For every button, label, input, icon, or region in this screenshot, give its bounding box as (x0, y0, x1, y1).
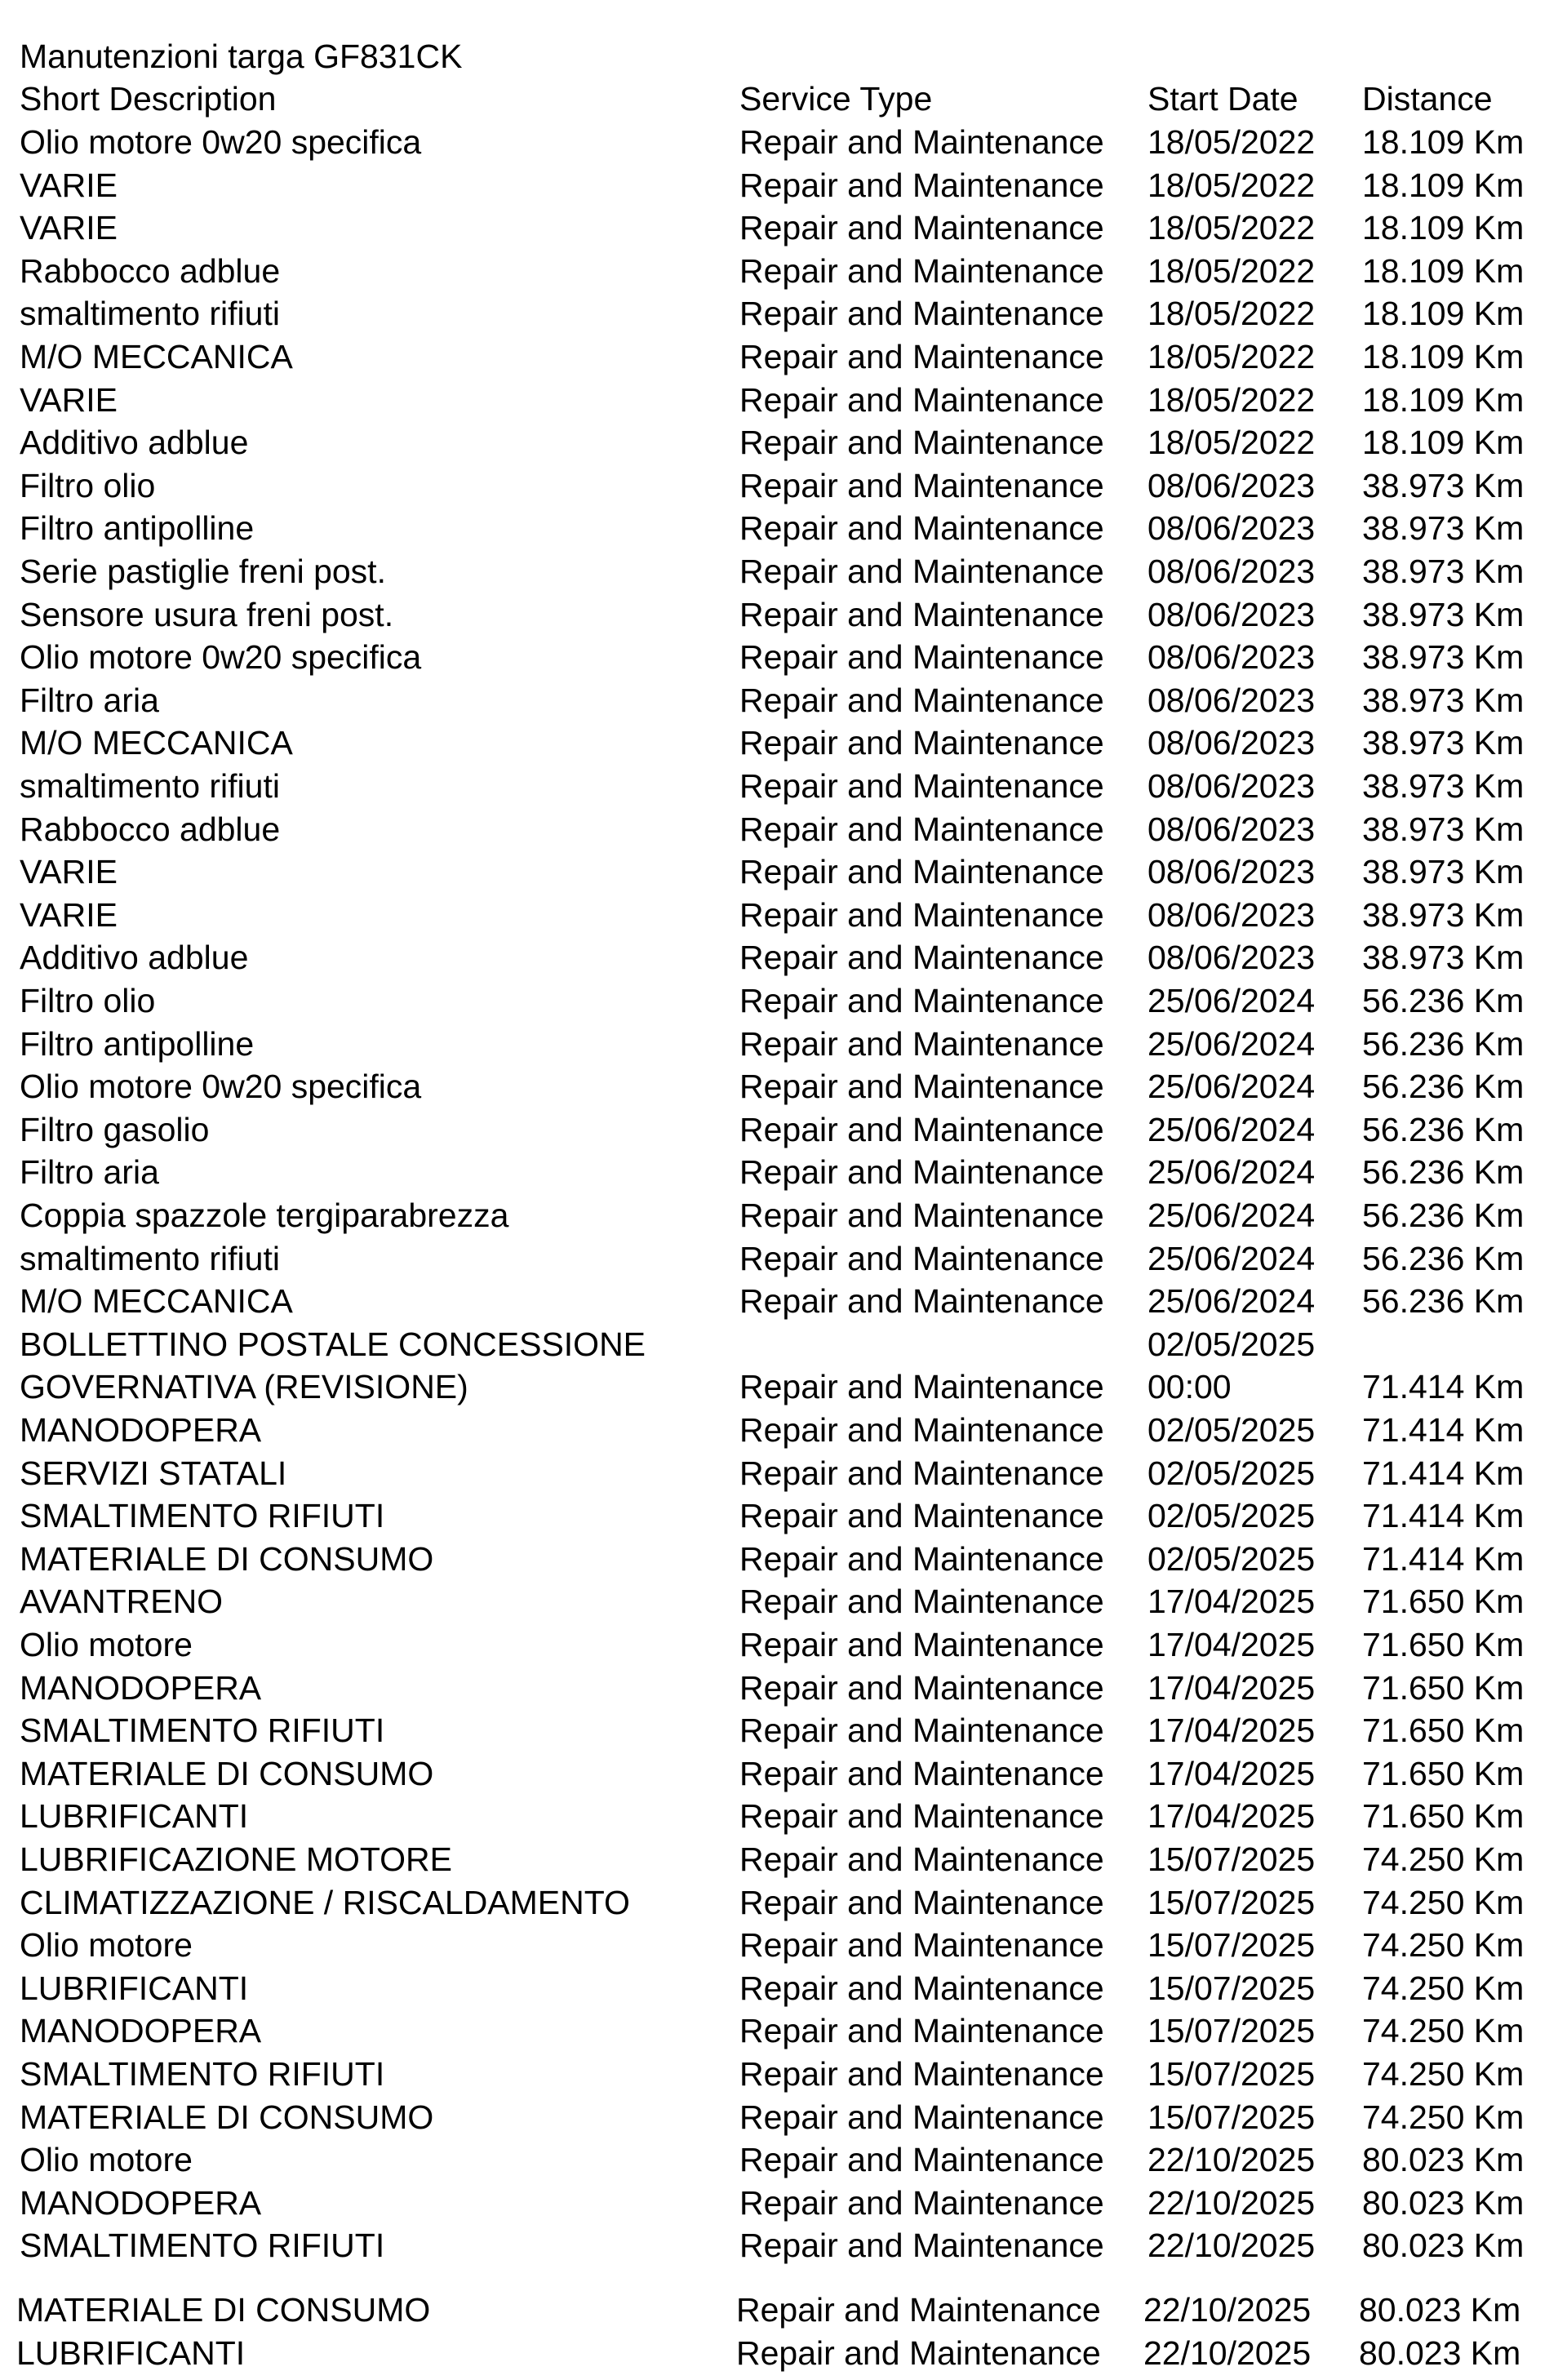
table-row (0, 1667, 1567, 1709)
row-start-date: 08/06/2023 (1148, 724, 1316, 762)
row-service-type: Repair and Maintenance (739, 810, 1104, 848)
row-distance: 38.973 Km (1362, 853, 1525, 890)
row-short-description: Rabbocco adblue (20, 810, 281, 848)
header-start-date: Start Date (1148, 80, 1298, 118)
row-distance: 18.109 Km (1362, 167, 1525, 204)
row-short-description: GOVERNATIVA (REVISIONE) (20, 1368, 468, 1405)
row-distance: 38.973 Km (1362, 638, 1525, 676)
row-start-date: 17/04/2025 (1148, 1669, 1316, 1707)
row-distance: 38.973 Km (1362, 810, 1525, 848)
row-distance: 71.650 Km (1362, 1797, 1525, 1835)
row-service-type: Repair and Maintenance (739, 1797, 1104, 1835)
row-start-date: 08/06/2023 (1148, 853, 1316, 890)
row-start-date: 02/05/2025 (1148, 1325, 1316, 1363)
row-distance: 56.236 Km (1362, 1240, 1525, 1277)
row-distance: 38.973 Km (1362, 509, 1525, 547)
table-row (0, 164, 1567, 206)
header-distance: Distance (1362, 80, 1493, 118)
row-start-date: 25/06/2024 (1148, 1111, 1316, 1148)
row-short-description: M/O MECCANICA (20, 1282, 293, 1320)
row-start-date: 15/07/2025 (1148, 1926, 1316, 1964)
row-distance: 74.250 Km (1362, 1841, 1525, 1878)
row-service-type: Repair and Maintenance (739, 1712, 1104, 1749)
row-short-description: VARIE (20, 853, 118, 890)
row-start-date: 08/06/2023 (1148, 767, 1316, 805)
table-row (0, 722, 1567, 764)
row-service-type: Repair and Maintenance (739, 638, 1104, 676)
row-start-date: 15/07/2025 (1148, 1884, 1316, 1921)
table-row (0, 121, 1567, 163)
row-start-date: 17/04/2025 (1148, 1755, 1316, 1792)
row-distance: 18.109 Km (1362, 252, 1525, 290)
row-start-date: 17/04/2025 (1148, 1797, 1316, 1835)
row-distance: 18.109 Km (1362, 338, 1525, 375)
row-distance: 74.250 Km (1362, 2012, 1525, 2049)
row-distance: 71.414 Km (1362, 1540, 1525, 1578)
table-row (0, 1494, 1567, 1537)
row-distance: 38.973 Km (1362, 596, 1525, 633)
row-short-description: VARIE (20, 209, 118, 246)
row-short-description: VARIE (20, 167, 118, 204)
row-short-description: MANODOPERA (20, 2184, 262, 2222)
row-service-type: Repair and Maintenance (739, 1454, 1104, 1492)
header-service-type: Service Type (739, 80, 933, 118)
row-service-type: Repair and Maintenance (739, 1497, 1104, 1534)
row-service-type: Repair and Maintenance (739, 167, 1104, 204)
row-distance: 71.414 Km (1362, 1368, 1525, 1405)
row-service-type: Repair and Maintenance (739, 123, 1104, 161)
row-distance: 56.236 Km (1362, 1153, 1525, 1191)
row-short-description: M/O MECCANICA (20, 724, 293, 762)
table-row (0, 1237, 1567, 1280)
row-service-type: Repair and Maintenance (739, 1368, 1104, 1405)
row-short-description: MATERIALE DI CONSUMO (20, 1755, 434, 1792)
row-distance: 71.414 Km (1362, 1411, 1525, 1449)
row-short-description: MATERIALE DI CONSUMO (20, 2098, 434, 2136)
row-start-date: 15/07/2025 (1148, 2055, 1316, 2093)
row-start-date: 25/06/2024 (1148, 982, 1316, 1019)
row-start-date: 08/06/2023 (1148, 553, 1316, 590)
row-short-description: smaltimento rifiuti (20, 1240, 280, 1277)
row-start-date: 25/06/2024 (1148, 1025, 1316, 1063)
row-distance: 74.250 Km (1362, 2098, 1525, 2136)
row-distance: 74.250 Km (1362, 2055, 1525, 2093)
row-start-date: 00:00 (1148, 1368, 1232, 1405)
table-row (0, 1795, 1567, 1837)
row-start-date: 18/05/2022 (1148, 209, 1316, 246)
row-short-description: Filtro aria (20, 682, 159, 719)
table-row (0, 1194, 1567, 1237)
row-distance: 71.650 Km (1362, 1583, 1525, 1620)
row-start-date: 08/06/2023 (1148, 810, 1316, 848)
row-start-date: 18/05/2022 (1148, 295, 1316, 332)
row-start-date: 18/05/2022 (1148, 338, 1316, 375)
row-short-description: MATERIALE DI CONSUMO (16, 2291, 431, 2329)
table-row (0, 1752, 1567, 1795)
row-distance: 18.109 Km (1362, 381, 1525, 419)
row-start-date: 25/06/2024 (1148, 1068, 1316, 1105)
table-row (0, 894, 1567, 936)
row-distance: 74.250 Km (1362, 1969, 1525, 2007)
row-distance: 38.973 Km (1362, 553, 1525, 590)
row-service-type: Repair and Maintenance (739, 509, 1104, 547)
row-service-type: Repair and Maintenance (739, 682, 1104, 719)
row-short-description: AVANTRENO (20, 1583, 224, 1620)
row-distance: 56.236 Km (1362, 982, 1525, 1019)
table-header (0, 78, 1567, 120)
table-row (0, 1924, 1567, 1966)
row-distance: 56.236 Km (1362, 1197, 1525, 1234)
table-row (0, 850, 1567, 893)
row-distance: 38.973 Km (1362, 467, 1525, 504)
row-service-type: Repair and Maintenance (739, 338, 1104, 375)
table-row (0, 206, 1567, 249)
row-short-description: smaltimento rifiuti (20, 295, 280, 332)
table-row (0, 2053, 1567, 2095)
row-service-type: Repair and Maintenance (739, 853, 1104, 890)
table-row (0, 2332, 1567, 2374)
row-start-date: 17/04/2025 (1148, 1626, 1316, 1663)
table-row (0, 1623, 1567, 1666)
table-row (0, 379, 1567, 421)
row-short-description: Olio motore (20, 1926, 193, 1964)
row-start-date: 18/05/2022 (1148, 252, 1316, 290)
table-row (0, 1023, 1567, 1065)
row-distance: 80.023 Km (1362, 2141, 1525, 2178)
row-short-description: Filtro antipolline (20, 509, 255, 547)
row-service-type: Repair and Maintenance (739, 295, 1104, 332)
row-service-type: Repair and Maintenance (739, 596, 1104, 633)
table-row (0, 1881, 1567, 1924)
table-row (0, 2009, 1567, 2052)
row-service-type: Repair and Maintenance (739, 424, 1104, 461)
row-short-description: BOLLETTINO POSTALE CONCESSIONE (20, 1325, 646, 1363)
row-short-description: SERVIZI STATALI (20, 1454, 287, 1492)
table-row (0, 421, 1567, 464)
table-row (0, 593, 1567, 636)
table-row (0, 1280, 1567, 1322)
row-distance: 38.973 Km (1362, 682, 1525, 719)
row-start-date: 15/07/2025 (1148, 2012, 1316, 2049)
row-start-date: 18/05/2022 (1148, 167, 1316, 204)
row-start-date: 25/06/2024 (1148, 1197, 1316, 1234)
row-short-description: Olio motore 0w20 specifica (20, 1068, 422, 1105)
row-distance: 38.973 Km (1362, 939, 1525, 976)
row-start-date: 08/06/2023 (1148, 596, 1316, 633)
row-service-type: Repair and Maintenance (739, 2098, 1104, 2136)
row-short-description: MANODOPERA (20, 1669, 262, 1707)
row-service-type: Repair and Maintenance (739, 2012, 1104, 2049)
row-service-type: Repair and Maintenance (739, 1583, 1104, 1620)
row-service-type: Repair and Maintenance (739, 1841, 1104, 1878)
row-start-date: 25/06/2024 (1148, 1282, 1316, 1320)
row-start-date: 02/05/2025 (1148, 1454, 1316, 1492)
table-row (0, 1151, 1567, 1193)
row-service-type: Repair and Maintenance (739, 553, 1104, 590)
table-row (0, 2182, 1567, 2224)
row-service-type: Repair and Maintenance (739, 1068, 1104, 1105)
row-start-date: 08/06/2023 (1148, 638, 1316, 676)
row-short-description: Olio motore (20, 1626, 193, 1663)
row-service-type: Repair and Maintenance (739, 1540, 1104, 1578)
row-short-description: Serie pastiglie freni post. (20, 553, 386, 590)
row-start-date: 17/04/2025 (1148, 1583, 1316, 1620)
row-distance: 18.109 Km (1362, 123, 1525, 161)
row-service-type: Repair and Maintenance (739, 1197, 1104, 1234)
row-short-description: smaltimento rifiuti (20, 767, 280, 805)
row-service-type: Repair and Maintenance (739, 2055, 1104, 2093)
row-short-description: VARIE (20, 381, 118, 419)
row-service-type: Repair and Maintenance (739, 2184, 1104, 2222)
row-service-type: Repair and Maintenance (739, 1282, 1104, 1320)
row-distance: 18.109 Km (1362, 209, 1525, 246)
row-service-type: Repair and Maintenance (739, 1411, 1104, 1449)
row-short-description: Filtro antipolline (20, 1025, 255, 1063)
table-row (0, 1538, 1567, 1580)
row-distance: 74.250 Km (1362, 1926, 1525, 1964)
row-service-type: Repair and Maintenance (739, 209, 1104, 246)
row-service-type: Repair and Maintenance (739, 1884, 1104, 1921)
table-row (0, 1709, 1567, 1752)
row-service-type: Repair and Maintenance (739, 2141, 1104, 2178)
row-service-type: Repair and Maintenance (739, 896, 1104, 934)
row-service-type: Repair and Maintenance (739, 1025, 1104, 1063)
row-distance: 18.109 Km (1362, 295, 1525, 332)
row-service-type: Repair and Maintenance (739, 1926, 1104, 1964)
row-start-date: 08/06/2023 (1148, 939, 1316, 976)
row-short-description: Filtro aria (20, 1153, 159, 1191)
row-distance: 80.023 Km (1359, 2291, 1521, 2329)
row-short-description: MANODOPERA (20, 2012, 262, 2049)
header-short-description: Short Description (20, 80, 277, 118)
table-row (0, 1838, 1567, 1880)
table-row (0, 335, 1567, 378)
row-service-type: Repair and Maintenance (739, 1755, 1104, 1792)
table-row (0, 2138, 1567, 2181)
row-start-date: 22/10/2025 (1143, 2334, 1312, 2372)
row-short-description: SMALTIMENTO RIFIUTI (20, 2227, 385, 2264)
row-short-description: MANODOPERA (20, 1411, 262, 1449)
table-row (0, 808, 1567, 850)
row-distance: 71.414 Km (1362, 1454, 1525, 1492)
row-short-description: SMALTIMENTO RIFIUTI (20, 1497, 385, 1534)
row-short-description: Olio motore 0w20 specifica (20, 638, 422, 676)
document-title: Manutenzioni targa GF831CK (20, 38, 463, 75)
row-service-type: Repair and Maintenance (739, 939, 1104, 976)
row-service-type: Repair and Maintenance (739, 1669, 1104, 1707)
row-start-date: 18/05/2022 (1148, 381, 1316, 419)
table-row (0, 1452, 1567, 1494)
row-service-type: Repair and Maintenance (739, 1969, 1104, 2007)
row-short-description: CLIMATIZZAZIONE / RISCALDAMENTO (20, 1884, 630, 1921)
row-distance: 71.650 Km (1362, 1669, 1525, 1707)
row-short-description: SMALTIMENTO RIFIUTI (20, 1712, 385, 1749)
table-row (0, 550, 1567, 593)
row-start-date: 02/05/2025 (1148, 1497, 1316, 1534)
row-start-date: 22/10/2025 (1148, 2227, 1316, 2264)
row-service-type: Repair and Maintenance (739, 467, 1104, 504)
table-row (0, 2096, 1567, 2138)
row-short-description: LUBRIFICANTI (20, 1969, 249, 2007)
row-service-type: Repair and Maintenance (739, 1626, 1104, 1663)
row-start-date: 15/07/2025 (1148, 1969, 1316, 2007)
row-short-description: Filtro olio (20, 467, 156, 504)
row-distance: 56.236 Km (1362, 1068, 1525, 1105)
row-service-type: Repair and Maintenance (739, 1153, 1104, 1191)
row-service-type: Repair and Maintenance (736, 2334, 1101, 2372)
row-distance: 38.973 Km (1362, 767, 1525, 805)
row-short-description: Rabbocco adblue (20, 252, 281, 290)
row-start-date: 18/05/2022 (1148, 424, 1316, 461)
row-distance: 74.250 Km (1362, 1884, 1525, 1921)
row-start-date: 25/06/2024 (1148, 1153, 1316, 1191)
row-service-type: Repair and Maintenance (739, 767, 1104, 805)
row-distance: 38.973 Km (1362, 724, 1525, 762)
table-row (0, 1108, 1567, 1151)
row-short-description: Sensore usura freni post. (20, 596, 394, 633)
row-short-description: LUBRIFICANTI (16, 2334, 246, 2372)
table-row (0, 2224, 1567, 2267)
table-row (0, 1365, 1567, 1408)
row-short-description: Additivo adblue (20, 424, 249, 461)
table-row (0, 936, 1567, 979)
row-short-description: Filtro gasolio (20, 1111, 210, 1148)
table-row (0, 507, 1567, 549)
row-start-date: 22/10/2025 (1148, 2184, 1316, 2222)
row-service-type: Repair and Maintenance (739, 252, 1104, 290)
row-start-date: 15/07/2025 (1148, 1841, 1316, 1878)
row-distance: 18.109 Km (1362, 424, 1525, 461)
row-start-date: 25/06/2024 (1148, 1240, 1316, 1277)
table-row (0, 464, 1567, 507)
row-start-date: 17/04/2025 (1148, 1712, 1316, 1749)
row-distance: 56.236 Km (1362, 1111, 1525, 1148)
table-row (0, 250, 1567, 292)
row-start-date: 08/06/2023 (1148, 467, 1316, 504)
row-short-description: Coppia spazzole tergiparabrezza (20, 1197, 509, 1234)
table-row (0, 1323, 1567, 1365)
row-start-date: 22/10/2025 (1143, 2291, 1312, 2329)
row-short-description: Olio motore (20, 2141, 193, 2178)
row-short-description: SMALTIMENTO RIFIUTI (20, 2055, 385, 2093)
row-short-description: MATERIALE DI CONSUMO (20, 1540, 434, 1578)
row-start-date: 22/10/2025 (1148, 2141, 1316, 2178)
row-short-description: Additivo adblue (20, 939, 249, 976)
row-start-date: 18/05/2022 (1148, 123, 1316, 161)
row-short-description: M/O MECCANICA (20, 338, 293, 375)
row-distance: 71.650 Km (1362, 1626, 1525, 1663)
table-row (0, 979, 1567, 1022)
table-row (0, 292, 1567, 335)
row-start-date: 08/06/2023 (1148, 896, 1316, 934)
row-distance: 80.023 Km (1362, 2184, 1525, 2222)
row-start-date: 08/06/2023 (1148, 682, 1316, 719)
row-service-type: Repair and Maintenance (739, 982, 1104, 1019)
table-row (0, 1065, 1567, 1108)
row-service-type: Repair and Maintenance (739, 724, 1104, 762)
row-service-type: Repair and Maintenance (739, 1240, 1104, 1277)
row-distance: 38.973 Km (1362, 896, 1525, 934)
row-short-description: Olio motore 0w20 specifica (20, 123, 422, 161)
row-distance: 71.414 Km (1362, 1497, 1525, 1534)
row-short-description: Filtro olio (20, 982, 156, 1019)
row-distance: 80.023 Km (1359, 2334, 1521, 2372)
table-row (0, 1409, 1567, 1451)
table-row (0, 2289, 1567, 2331)
row-distance: 56.236 Km (1362, 1025, 1525, 1063)
row-distance: 56.236 Km (1362, 1282, 1525, 1320)
row-distance: 80.023 Km (1362, 2227, 1525, 2264)
row-start-date: 15/07/2025 (1148, 2098, 1316, 2136)
table-row (0, 765, 1567, 807)
row-short-description: VARIE (20, 896, 118, 934)
row-start-date: 02/05/2025 (1148, 1411, 1316, 1449)
row-distance: 71.650 Km (1362, 1712, 1525, 1749)
table-row (0, 636, 1567, 678)
table-row (0, 1580, 1567, 1623)
row-service-type: Repair and Maintenance (739, 2227, 1104, 2264)
row-distance: 71.650 Km (1362, 1755, 1525, 1792)
row-service-type: Repair and Maintenance (739, 381, 1104, 419)
row-start-date: 08/06/2023 (1148, 509, 1316, 547)
row-service-type: Repair and Maintenance (739, 1111, 1104, 1148)
row-short-description: LUBRIFICAZIONE MOTORE (20, 1841, 453, 1878)
table-row (0, 1967, 1567, 2009)
row-service-type: Repair and Maintenance (736, 2291, 1101, 2329)
row-short-description: LUBRIFICANTI (20, 1797, 249, 1835)
row-start-date: 02/05/2025 (1148, 1540, 1316, 1578)
table-row (0, 679, 1567, 722)
